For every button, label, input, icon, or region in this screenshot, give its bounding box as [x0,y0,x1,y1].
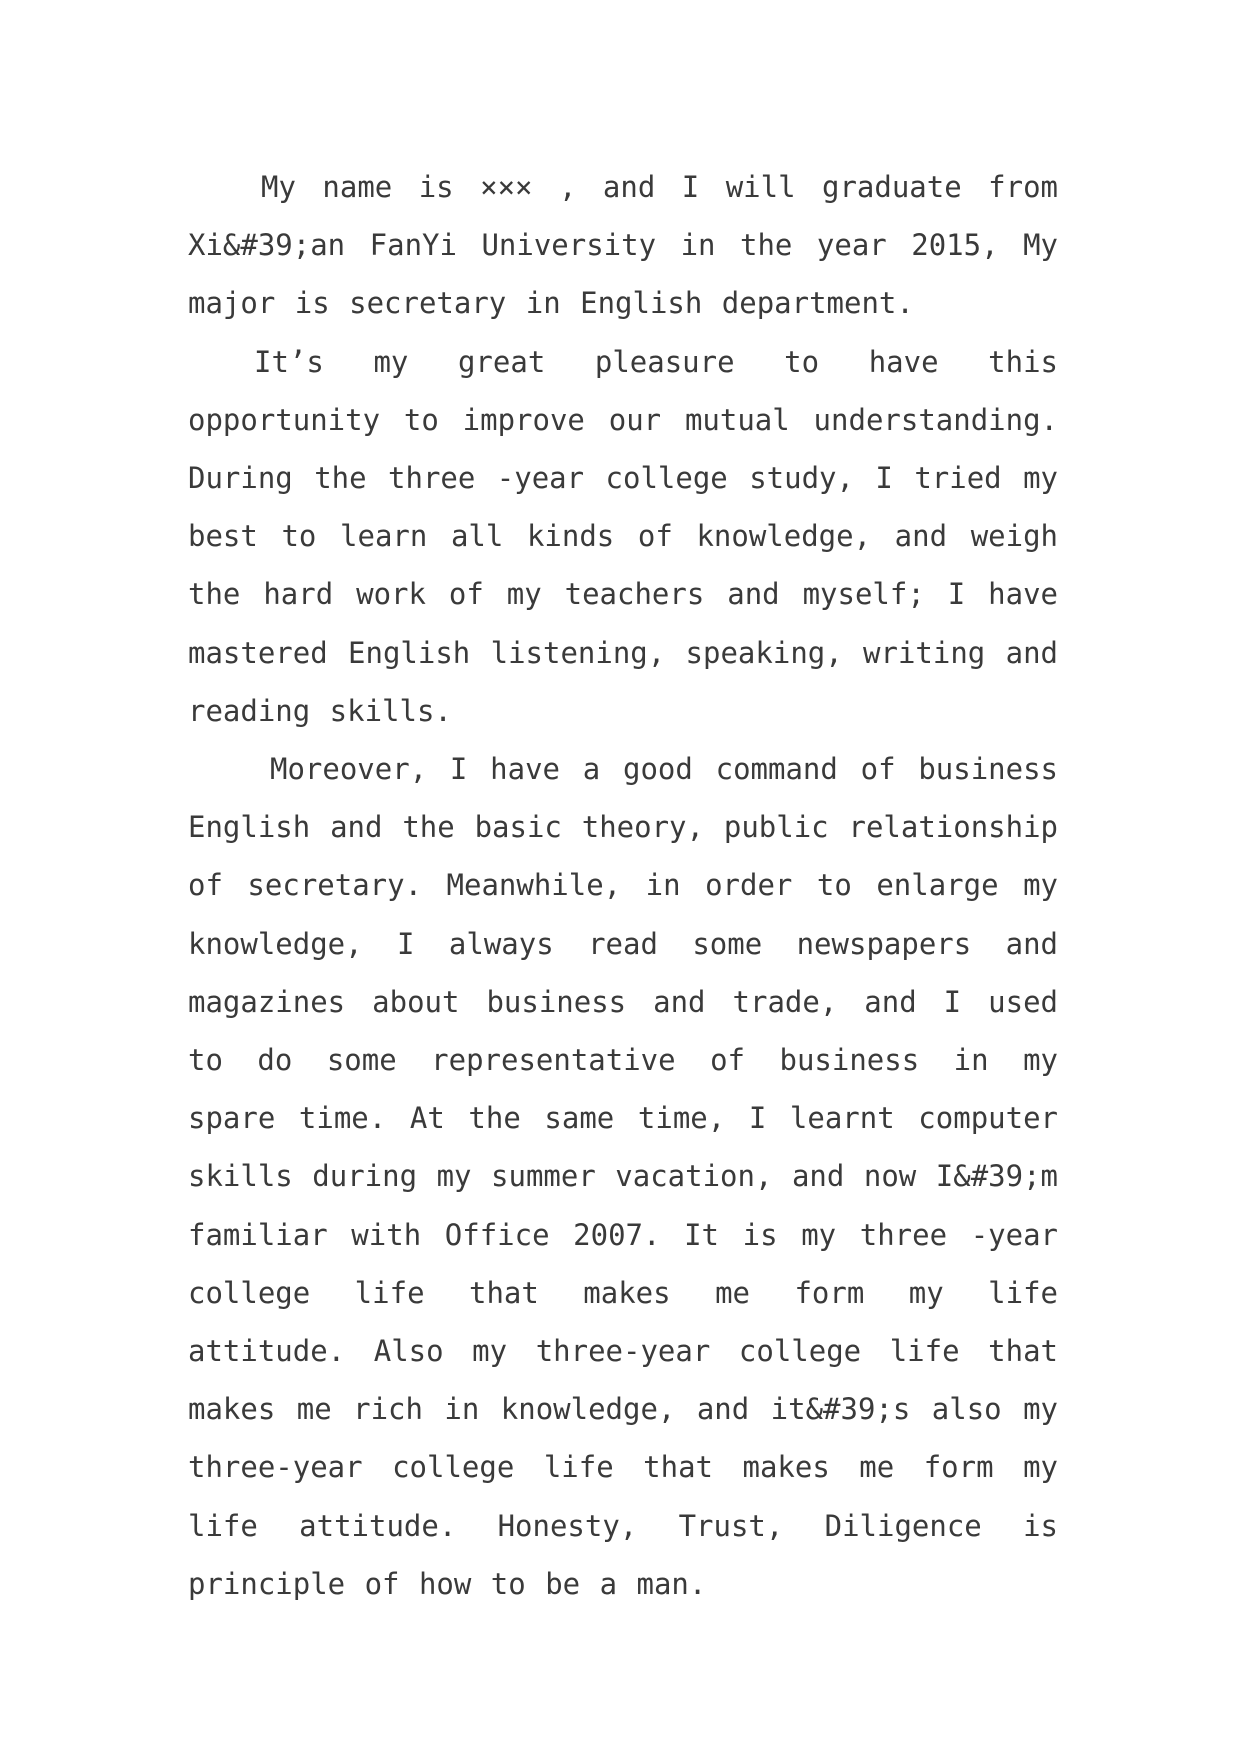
paragraph-study-experience: It’s my great pleasure to have this opportunity to improve our mutual understanding. During the three -year college study, I tried my best to learn all kinds of knowledge, and weigh the hard work of my teachers and myself; I have mastered English listening, speaking, writing and reading skills. [188,344,1058,728]
paragraph-skills-and-attitude: Moreover, I have a good command of business English and the basic theory, public relationship of secretary. Meanwhile, in order to enlarge my knowledge, I always read some newspapers and magazines about business and trade, and I used to do some representative of business in my spare time. At the same time, I learnt computer skills during my summer vacation, and now I&#39;m familiar with Office 2007. It is my three -year college life that makes me form my life attitude. Also my three-year college life that makes me rich in knowledge, and it&#39;s also my three-year college life that makes me form my life attitude. Honesty, Trust, Diligence is principle of how to be a man. [188,752,1058,1601]
document-body [188,158,1058,1613]
paragraph-introduction: My name is ××× , and I will graduate from Xi&#39;an FanYi University in the year 2015, My major is secretary in English department. [188,170,1058,321]
